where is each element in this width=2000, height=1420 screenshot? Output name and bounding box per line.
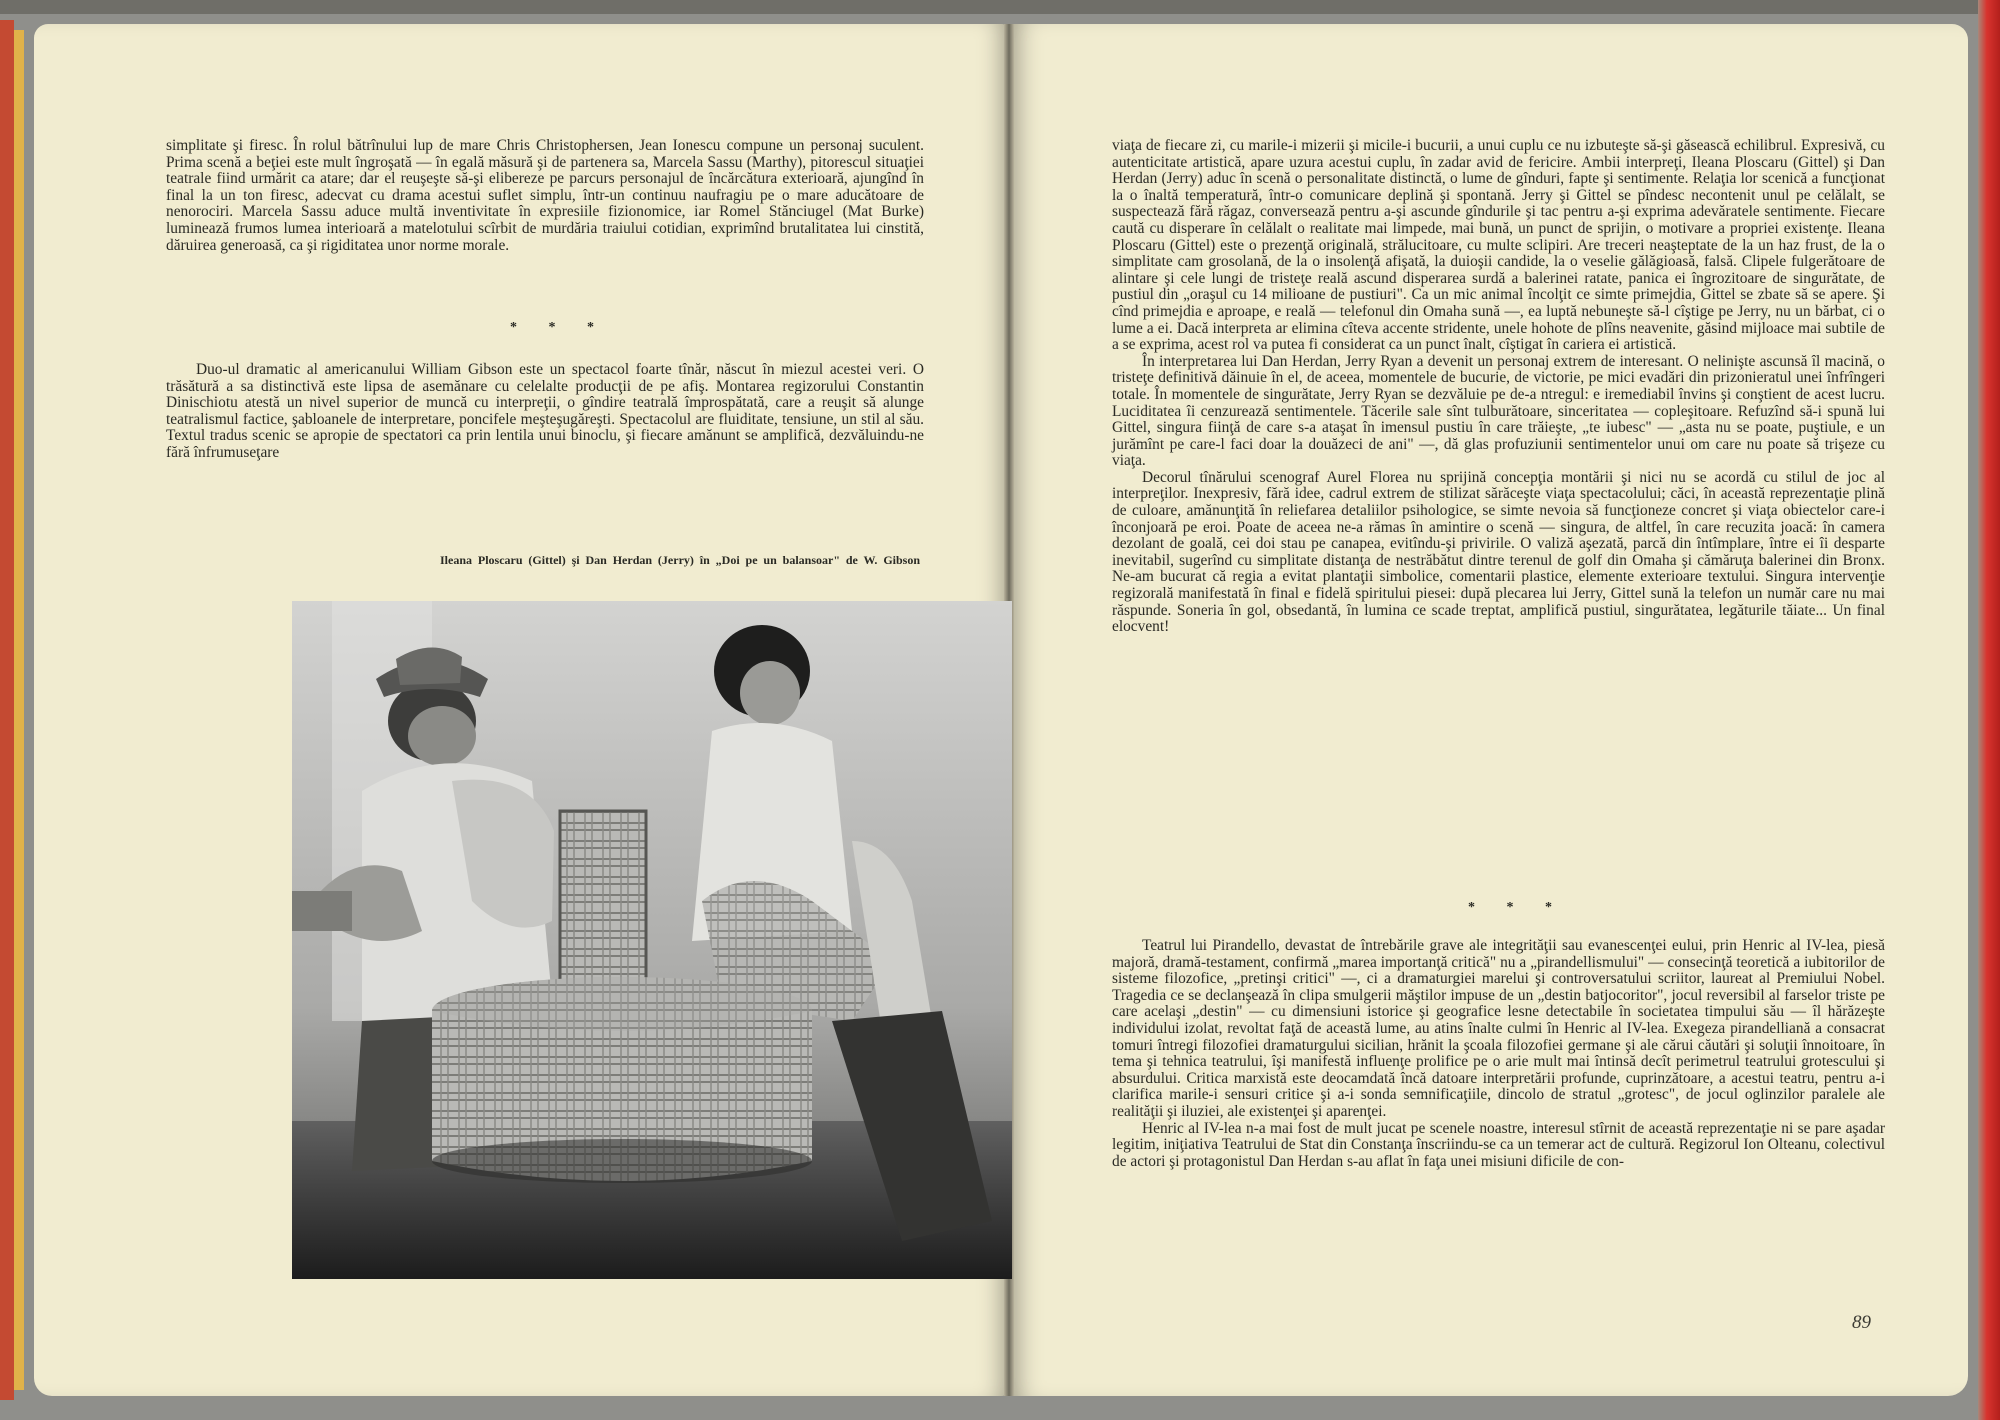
paragraph: Decorul tînărului scenograf Aurel Florea nu sprijină concepţia montării şi nici nu se acordă cu stilul de joc al interpreţilor. Inexpresiv, fără idee, cadrul extrem de stilizat sărăceşte viaţa spectacolului; căci, în această reprezentaţie plină de culoare, amănunţită în reliefarea detaliilor psihologice, se simte nevoia să funcţioneze concret şi viaţa obiectelor care-i înconjoară pe eroi. Poate de aceea ne-a rămas în amintire o scenă — singura, de altfel, în care recuzita joacă: în camera dezolant de goală, cei doi stau pe canapea, evitîndu-şi privirile. O valiză aşezată, parcă din întîmplare, între ei îi desparte inevitabil, sugerînd cu simplitate distanţa de nestrăbătut dintre terenul de golf din Omaha şi cămăruţa balerinei din Bronx. Ne-am bucurat că regia a evitat plantaţii simbolice, comentarii plastice, elemente exterioare textului. Singura intervenţie regizorală manifestată în final e fidelă spiritului piesei: după plecarea lui Jerry, Gittel sună la telefon un număr care nu mai răspunde. Soneria în gol, obsedantă, în lumina ce scade treptat, amplifică pustiul, singurătatea, legăturile tăiate... Un final elocvent! xyxy=(1112,468,1885,636)
paragraph: Duo-ul dramatic al americanului William Gibson este un spectacol foarte tînăr, născut în miezul acestei veri. O trăsătură a sa distinctivă este lipsa de asemănare cu celelalte producţii de pe afiş. Montarea regizorului Constantin Dinischiotu atestă un nivel superior de muncă cu interpreţii, o gîndire teatrală împrospătată, care a reuşit să alunge teatralismul factice, şabloanele de interpretare, poncifele meşteşugăreşti. Spectacolul are fluiditate, tensiune, un stil al său. Textul tradus scenic se apropie de spectatori ca prin lentila unui binoclu, şi fiecare amănunt se amplifică, dezvăluindu-ne fără înfrumuseţare xyxy=(166,361,924,461)
photo-caption: Ileana Ploscaru (Gittel) şi Dan Herdan (Jerry) în „Doi pe un balansoar" de W. Gibson xyxy=(440,553,920,567)
stage-photograph-illustration xyxy=(292,601,1012,1279)
stage-photograph xyxy=(292,601,1012,1279)
paragraph: Teatrul lui Pirandello, devastat de întrebările grave ale integrităţii sau evanescenţei eului, prin Henric al IV-lea, piesă majoră, dramă-testament, confirmă „marea importanţă critică" nu a „pirandellismului" — consecinţă teoretică a iubitorilor de sisteme filozofice, „pretinşi critici" —, ci a dramaturgiei marelui şi controversatului scriitor, laureat al Premiului Nobel. Tragedia ce se declanşează în clipa smulgerii măştilor impuse de un „destin batjocoritor", jocul reversibil al farselor triste pe care acelaşi „destin" — cu dimensiuni istorice şi geografice lesne detectabile în societatea timpului său — îl hărăzeşte individului izolat, revoltat faţă de această lume, au atins înalte culmi în Henric al IV-lea. Exegeza pirandelliană a consacrat tomuri întregi filozofiei dramaturgului sicilian, hrănit la şcoala filozofiei germane şi ale cărui căutări şi soluţii înnoitoare, în tema şi tehnica teatrului, îşi manifestă influenţe prolifice pe o arie mult mai întinsă decît perimetrul teatrului grotescului şi absurdului. Critica marxistă este deocamdată încă datoare interpretării profunde, cuprinzătoare, a acestui teatru, pentru a-i clarifica marile-i sensuri critice şi a-i sonda semnificaţiile, dincolo de stratul „grotesc", de jocul oglinzilor paralele ale realităţii şi iluziei, ale existenţei şi aparenţei. xyxy=(1112,937,1885,1120)
paragraph: viaţa de fiecare zi, cu marile-i mizerii şi micile-i bucurii, a unui cuplu ce nu izbuteşte să-şi găsească echilibrul. Expresivă, cu autenticitate artistică, apare uzura acestui cuplu, în zadar avid de fericire. Ambii interpreţi, Ileana Ploscaru (Gittel) şi Dan Herdan (Jerry) aduc în scenă o personalitate distinctă, o lume de gînduri, fapte şi sentimente. Relaţia lor scenică a funcţionat la o înaltă temperatură, într-o comunicare deplină şi spontană. Jerry şi Gittel se pîndesc necontenit unul pe celălalt, se suspectează fără răgaz, conversează pentru a-şi ascunde gîndurile şi tac pentru a-şi exprima adevăratele sentimente. Fiecare caută cu disperare în celălalt o realitate mai limpede, mai bună, un punct de sprijin, o motivare a propriei existenţe. Ileana Ploscaru (Gittel) este o prezenţă originală, strălucitoare, cu multe sclipiri. Are treceri neaşteptate de la un haz frust, de la o simplitate cam grosolană, de la o insolenţă afişată, la duioşii candide, la o veselie gălăgioasă, falsă. Clipele fulgerătoare de alintare şi cele lungi de tristeţe reală ascund disperarea surdă a balerinei ratate, panica ei îngrozitoare de singurătate, de pustiul din „oraşul cu 14 milioane de pustiuri". Ca un mic animal încolţit ce simte primejdia, Gittel se zbate să se apere. Şi cînd primejdia e aproape, e reală — telefonul din Omaha sună —, ea luptă nebuneşte să-l cîştige pe Jerry, nu un bărbat, ci o lume a ei. Dacă interpreta ar elimina cîteva accente stridente, unele hohote de plîns neavenite, găsind mijloace mai subtile de a se exprima, acest rol va putea fi considerat ca un punct înalt, cîştigat în cariera ei artistică. xyxy=(1112,137,1885,354)
section-separator: * * * xyxy=(1468,900,1566,915)
right-article-text-2 xyxy=(1112,938,1885,1170)
left-article-text-1 xyxy=(166,138,924,254)
scan-background-top xyxy=(0,0,2000,14)
paragraph: simplitate şi firesc. În rolul bătrînului lup de mare Chris Christophersen, Jean Ionescu compune un personaj suculent. Prima scenă a beţiei este mult îngroşată — în egală măsură şi de partenera sa, Marcela Sassu (Marthy), pitorescul situaţiei teatrale fiind urmărit ca atare; dar el reuşeşte să-şi elibereze pe parcurs personajul de încărcătura exterioară, ajungînd în final la un ton firesc, adecvat cu drama acestui suflet simplu, într-un continuu naufragiu pe o mare aducătoare de nenorociri. Marcela Sassu aduce multă inventivitate în expresiile fizionomice, iar Romel Stănciugel (Mat Burke) luminează frumos lumea interioară a matelotului scîrbit de murdăria traiului cotidian, exprimînd brutalitatea lui cinstită, dăruirea generoasă, ca şi rigiditatea unor norme morale. xyxy=(166,137,924,254)
book-cover-right-edge xyxy=(1978,0,2000,1420)
paragraph: Henric al IV-lea n-a mai fost de mult jucat pe scenele noastre, interesul stîrnit de această reprezentaţie ni se pare aşadar legitim, iniţiativa Teatrului de Stat din Constanţa înscriindu-se ca un temerar act de cultură. Regizorul Ion Olteanu, colectivul de actori şi protagonistul Dan Herdan s-au aflat în faţa unei misiuni dificile de con- xyxy=(1112,1119,1885,1170)
right-article-text-1 xyxy=(1112,138,1885,636)
paragraph: În interpretarea lui Dan Herdan, Jerry Ryan a devenit un personaj extrem de interesant. O nelinişte ascunsă îl macină, o tristeţe definitivă dăinuie în el, de aceea, momentele de bucurie, de victorie, pe mici evadări din prizonieratul unei înfrîngeri totale. În momentele de singurătate, Jerry Ryan se dezvăluie pe de-a ntregul: e iremediabil învins şi conştient de acest lucru. Luciditatea îi cenzurează sentimentele. Tăcerile sale sînt tulburătoare, sinceritatea — copleşitoare. Refuzînd să-i spună lui Gittel, singura fiinţă de care s-a ataşat în imensul pustiu în care trăieşte, „te iubesc" — „asta nu se poate, puştiule, e un jurămînt pe care-l faci doar la douăzeci de ani" —, dă glas profuziunii sentimentelor unui om care nu poate să trişeze cu viaţa. xyxy=(1112,352,1885,470)
page-stack-edge xyxy=(14,30,24,1390)
section-separator: * * * xyxy=(510,320,608,335)
left-article-text-2 xyxy=(166,362,924,462)
page-number: 89 xyxy=(1852,1312,1871,1333)
book-cover-left-edge xyxy=(0,20,14,1400)
